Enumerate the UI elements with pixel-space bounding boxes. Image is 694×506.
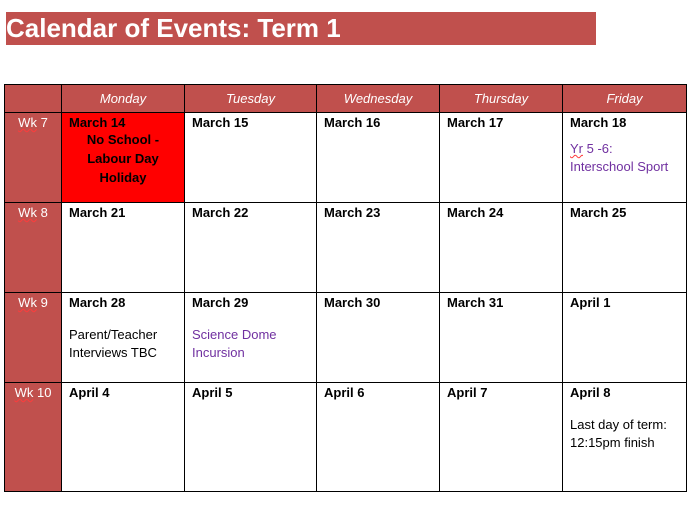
calendar-table bbox=[4, 84, 687, 492]
date-label: March 22 bbox=[192, 205, 249, 220]
event-text: Parent/Teacher Interviews TBC bbox=[69, 327, 158, 360]
date-label: March 16 bbox=[324, 115, 381, 130]
day-cell bbox=[563, 383, 687, 492]
day-header-wednesday: Wednesday bbox=[317, 85, 440, 113]
day-cell bbox=[440, 113, 563, 203]
week-label: Wk 7 bbox=[5, 113, 62, 203]
date-label: March 28 bbox=[69, 295, 126, 310]
date-label: April 7 bbox=[447, 385, 488, 400]
date-label: March 17 bbox=[447, 115, 504, 130]
date-label: April 6 bbox=[324, 385, 365, 400]
day-cell bbox=[62, 203, 185, 293]
holiday-event: No School - Labour Day Holiday bbox=[86, 132, 160, 185]
day-cell bbox=[317, 383, 440, 492]
day-cell bbox=[317, 113, 440, 203]
week-row bbox=[5, 383, 687, 492]
day-cell bbox=[185, 293, 317, 383]
week-label: Wk 8 bbox=[5, 203, 62, 293]
day-cell bbox=[440, 293, 563, 383]
date-label: April 1 bbox=[570, 295, 611, 310]
day-cell bbox=[563, 113, 687, 203]
day-cell bbox=[185, 383, 317, 492]
day-cell bbox=[317, 203, 440, 293]
date-label: April 8 bbox=[570, 385, 611, 400]
day-cell bbox=[317, 293, 440, 383]
week-row bbox=[5, 113, 687, 203]
date-label: March 29 bbox=[192, 295, 249, 310]
date-label: March 25 bbox=[570, 205, 627, 220]
week-row bbox=[5, 203, 687, 293]
date-label: March 24 bbox=[447, 205, 504, 220]
page-title: Calendar of Events: Term 1 bbox=[6, 12, 596, 45]
day-header-row bbox=[5, 85, 687, 113]
week-label: Wk 10 bbox=[5, 383, 62, 492]
day-cell bbox=[62, 293, 185, 383]
day-cell bbox=[440, 383, 563, 492]
day-cell bbox=[440, 203, 563, 293]
date-label: March 23 bbox=[324, 205, 381, 220]
date-label: March 18 bbox=[570, 115, 627, 130]
event-text: Last day of term: 12:15pm finish bbox=[570, 417, 667, 450]
date-label: March 30 bbox=[324, 295, 381, 310]
day-cell bbox=[563, 293, 687, 383]
date-label: March 21 bbox=[69, 205, 126, 220]
day-header-thursday: Thursday bbox=[440, 85, 563, 113]
day-cell bbox=[185, 203, 317, 293]
date-label: March 15 bbox=[192, 115, 249, 130]
day-cell bbox=[185, 113, 317, 203]
day-header-tuesday: Tuesday bbox=[185, 85, 317, 113]
date-label: March 14 bbox=[69, 115, 126, 130]
week-label: Wk 9 bbox=[5, 293, 62, 383]
date-label: April 4 bbox=[69, 385, 110, 400]
day-cell bbox=[62, 383, 185, 492]
day-cell bbox=[62, 113, 185, 203]
event-text: Yr 5 -6: Interschool Sport bbox=[570, 141, 669, 174]
date-label: April 5 bbox=[192, 385, 233, 400]
day-header-monday: Monday bbox=[62, 85, 185, 113]
day-header-friday: Friday bbox=[563, 85, 687, 113]
week-row bbox=[5, 293, 687, 383]
corner-cell bbox=[5, 85, 62, 113]
event-text: Science Dome Incursion bbox=[192, 327, 277, 360]
day-cell bbox=[563, 203, 687, 293]
date-label: March 31 bbox=[447, 295, 504, 310]
